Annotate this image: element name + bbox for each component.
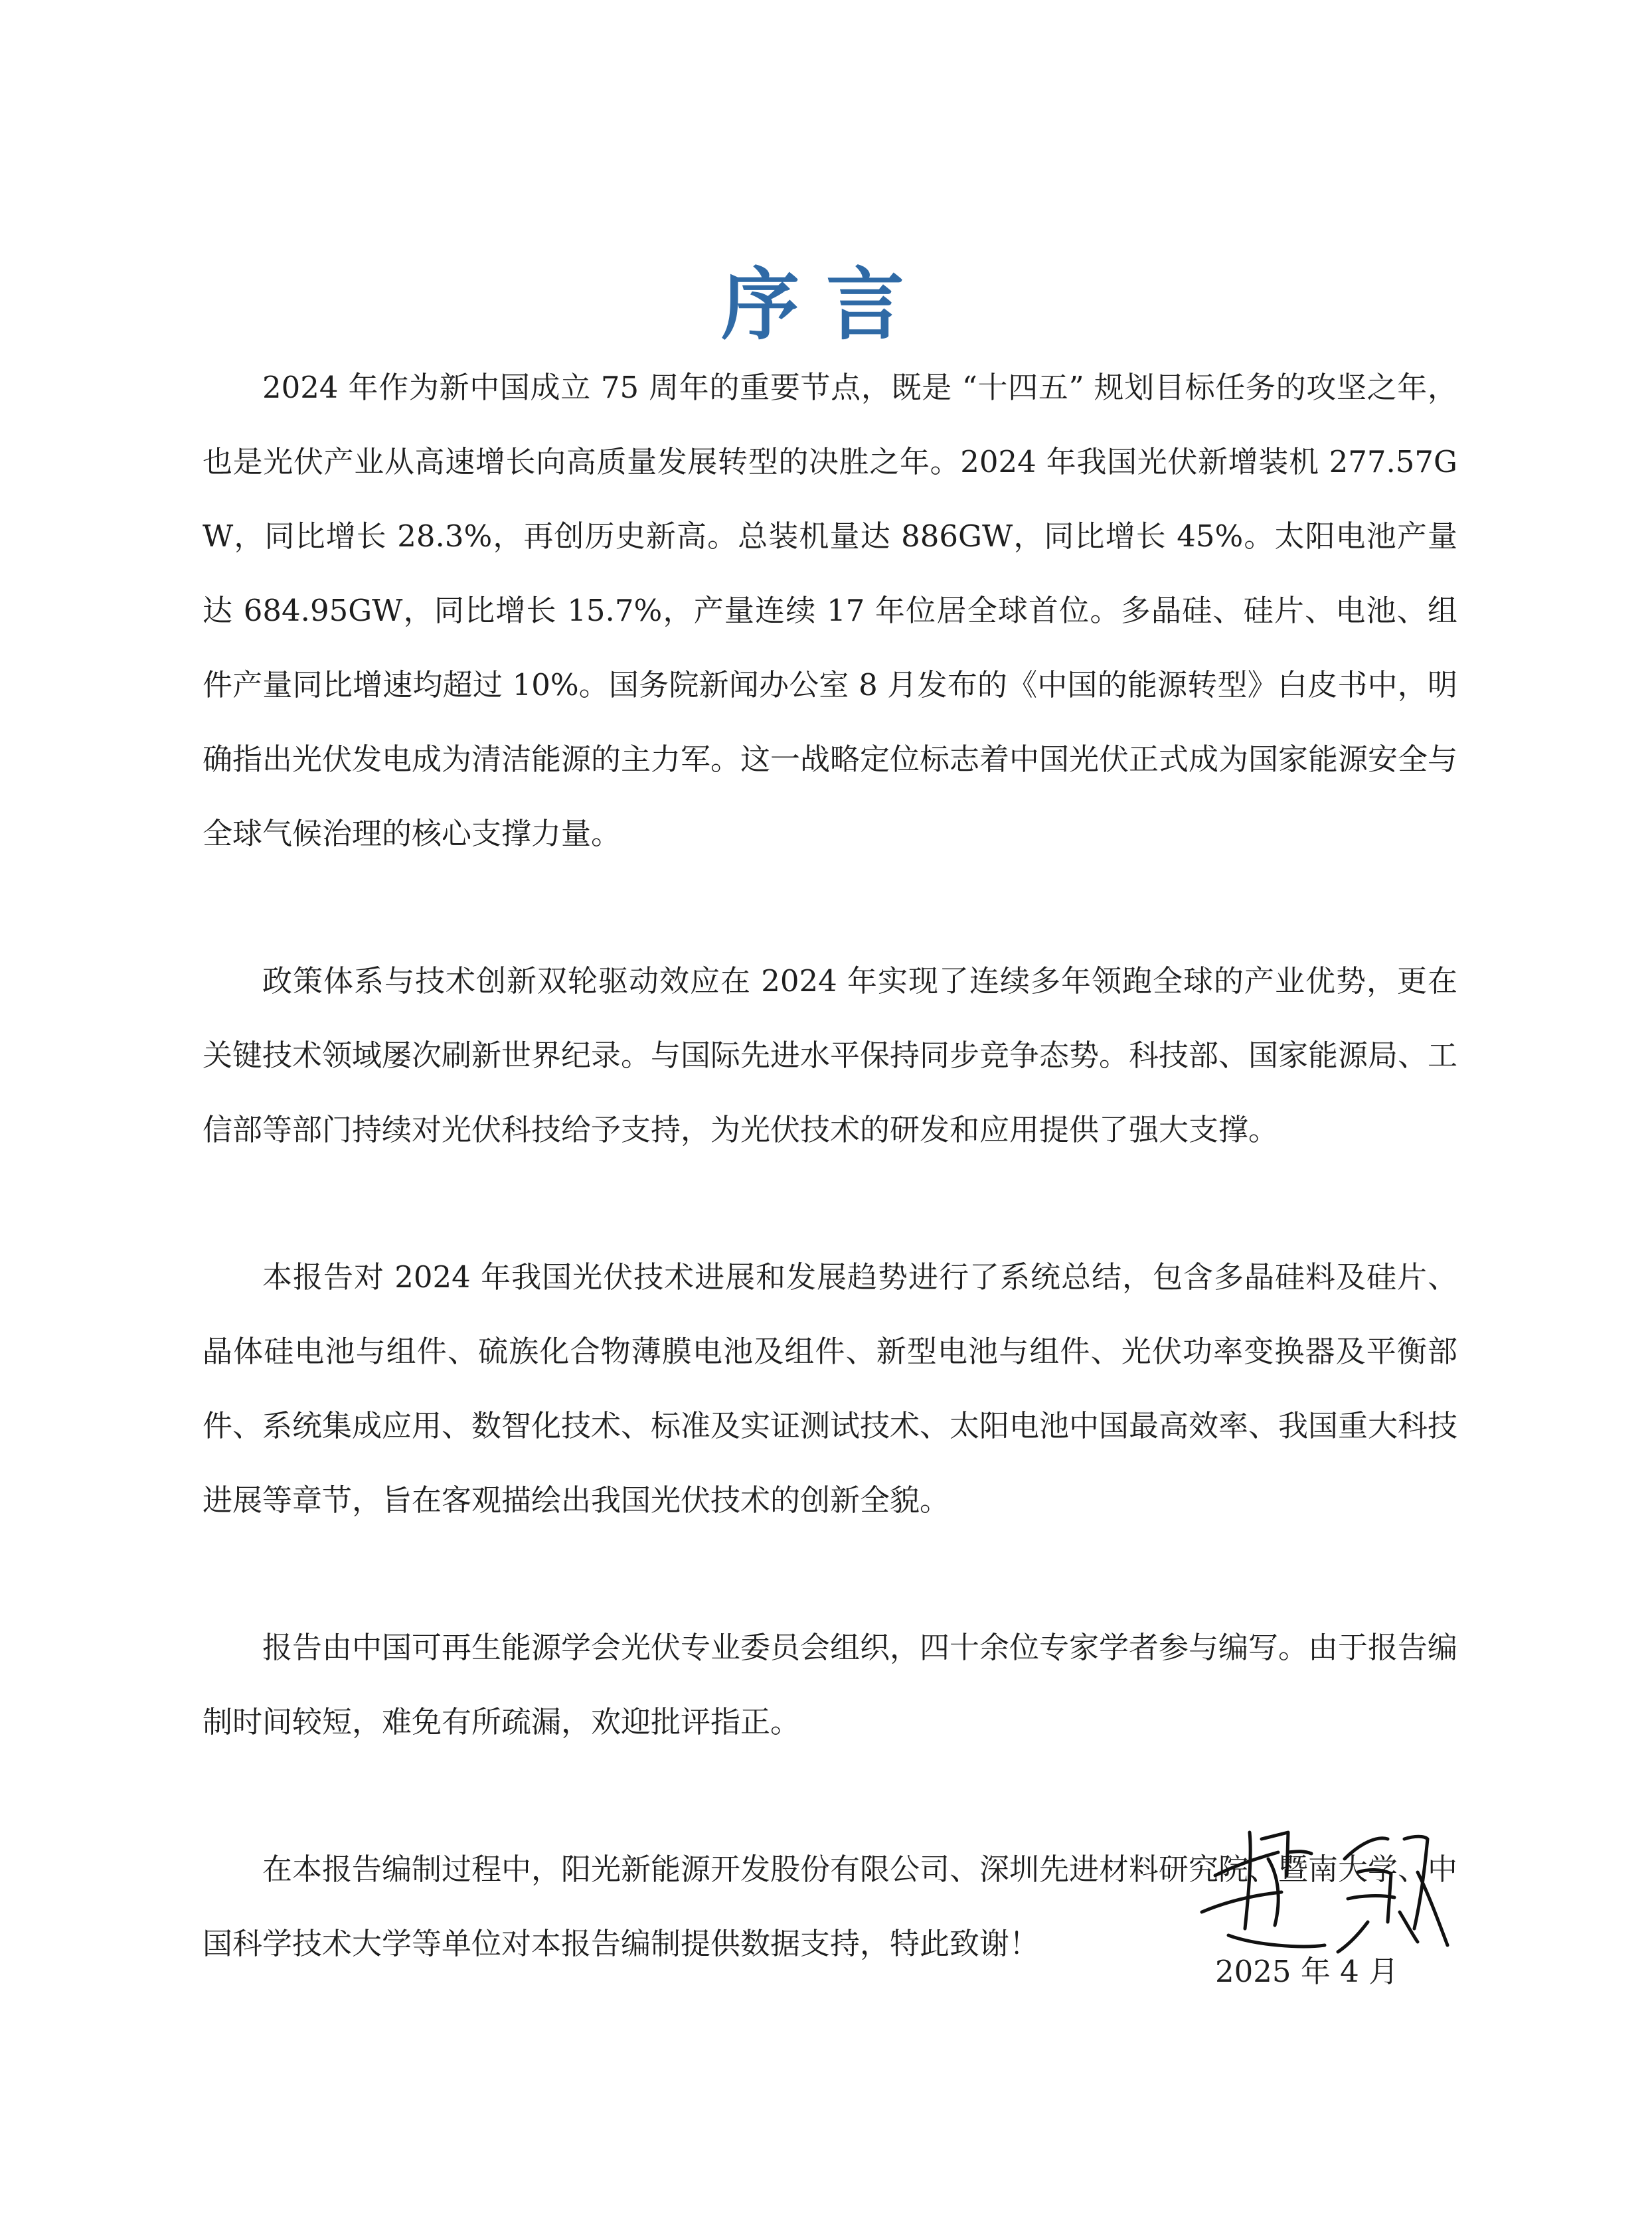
paragraph-2: 政策体系与技术创新双轮驱动效应在 2024 年实现了连续多年领跑全球的产业优势，更在关键技术领域屡次刷新世界纪录。与国际先进水平保持同步竞争态势。科技部、国家能源局、工信部等部门持续对光伏科技给予支持，为光伏技术的研发和应用提供了强大支撑。: [203, 963, 1458, 1147]
paragraph-1: 2024 年作为新中国成立 75 周年的重要节点，既是 “十四五” 规划目标任务的攻坚之年，也是光伏产业从高速增长向高质量发展转型的决胜之年。2024 年我国光伏新增装机 277.57GW，同比增长 28.3%，再创历史新高。总装机量达 886GW，同比增长 45%。太阳电池产量达 684.95GW，同比增长 15.7%，产量连续 17 年位居全球首位。多晶硅、硅片、电池、组件产量同比增速均超过 10%。国务院新闻办公室 8 月发布的《中国的能源转型》白皮书中，明确指出光伏发电成为清洁能源的主力军。这一战略定位标志着中国光伏正式成为国家能源安全与全球气候治理的核心支撑力量。: [203, 370, 1458, 851]
paragraph-5: 在本报告编制过程中，阳光新能源开发股份有限公司、深圳先进材料研究院、暨南大学、中国科学技术大学等单位对本报告编制提供数据支持，特此致谢！: [203, 1852, 1458, 1961]
handwritten-signature: [1189, 1812, 1454, 1972]
preface-body: [203, 351, 1457, 1981]
paragraph-3: 本报告对 2024 年我国光伏技术进展和发展趋势进行了系统总结，包含多晶硅料及硅片、晶体硅电池与组件、硫族化合物薄膜电池及组件、新型电池与组件、光伏功率变换器及平衡部件、系统集成应用、数智化技术、标准及实证测试技术、太阳电池中国最高效率、我国重大科技进展等章节，旨在客观描绘出我国光伏技术的创新全貌。: [203, 1259, 1458, 1518]
paragraph-4: 报告由中国可再生能源学会光伏专业委员会组织，四十余位专家学者参与编写。由于报告编制时间较短，难免有所疏漏，欢迎批评指正。: [203, 1630, 1458, 1739]
page-title: 序言: [720, 259, 931, 351]
date-line: 2025 年 4 月: [1215, 1954, 1399, 1989]
